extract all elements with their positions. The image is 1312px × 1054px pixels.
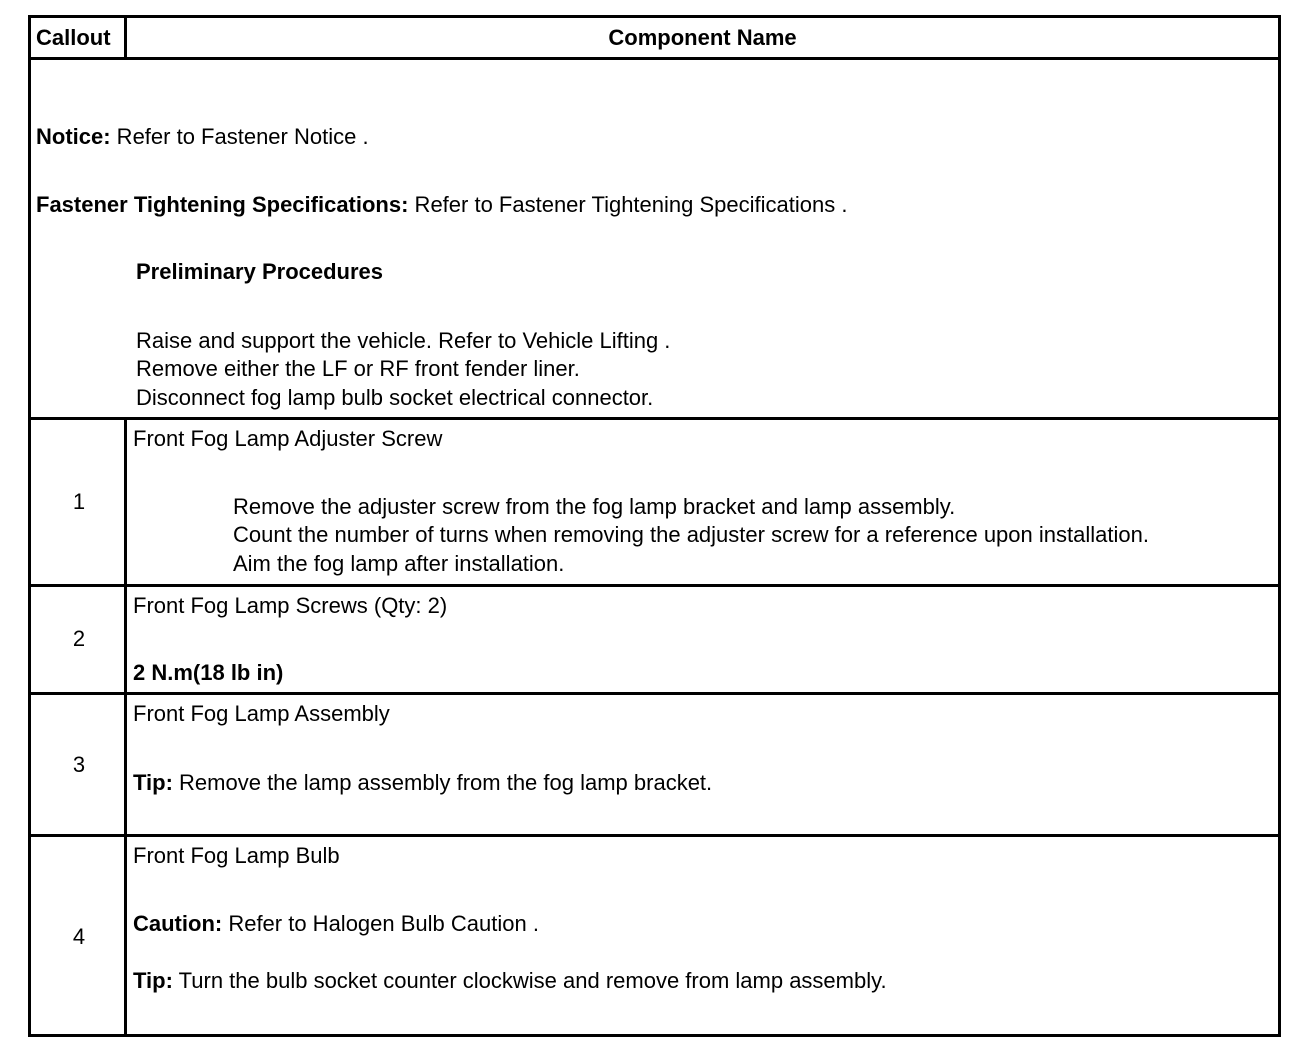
callout-number: 2 — [72, 626, 86, 651]
component-name: Front Fog Lamp Adjuster Screw — [133, 426, 443, 451]
notice-line — [36, 123, 369, 151]
table-header-row — [31, 18, 1278, 59]
step-text: Aim the fog lamp after installation. — [233, 551, 565, 576]
caution-text: Refer to Halogen Bulb Caution . — [222, 911, 539, 936]
step-text: Remove the adjuster screw from the fog lamp bracket and lamp assembly. — [233, 494, 956, 519]
callout-number: 1 — [72, 489, 86, 514]
spec-text: Refer to Fastener Tightening Specifications . — [408, 192, 848, 217]
tip-line — [133, 967, 887, 995]
component-name: Front Fog Lamp Bulb — [133, 843, 340, 868]
prelim-step: Raise and support the vehicle. Refer to Vehicle Lifting . — [136, 328, 671, 353]
table-row — [31, 834, 1278, 1034]
tip-line — [133, 769, 712, 797]
torque-spec: 2 N.m(18 lb in) — [133, 660, 284, 685]
table-row — [31, 417, 1278, 585]
callout-cell — [31, 420, 127, 585]
callout-cell — [31, 695, 127, 836]
table-row — [31, 692, 1278, 836]
caution-line — [133, 910, 539, 938]
procedure-table — [28, 15, 1281, 1037]
callout-cell — [31, 587, 127, 693]
tip-label: Tip: — [133, 770, 173, 795]
notice-text: Refer to Fastener Notice . — [110, 124, 369, 149]
prelim-title: Preliminary Procedures — [136, 259, 384, 284]
intro-row — [31, 57, 1278, 419]
tip-text: Remove the lamp assembly from the fog lamp bracket. — [172, 770, 713, 795]
step-text: Count the number of turns when removing the adjuster screw for a reference upon installation. — [233, 522, 1149, 547]
tip-text: Turn the bulb socket counter clockwise and remove from lamp assembly. — [172, 968, 887, 993]
caution-label: Caution: — [133, 911, 223, 936]
callout-cell — [31, 837, 127, 1034]
component-name: Front Fog Lamp Screws (Qty: 2) — [133, 593, 448, 618]
callout-number: 3 — [72, 752, 86, 777]
header-callout-label: Callout — [36, 25, 111, 50]
spec-label: Fastener Tightening Specifications: — [36, 192, 409, 217]
header-callout-cell — [31, 18, 127, 59]
spec-line — [36, 191, 847, 219]
prelim-step: Remove either the LF or RF front fender liner. — [136, 356, 580, 381]
tip-label: Tip: — [133, 968, 173, 993]
component-name: Front Fog Lamp Assembly — [133, 701, 390, 726]
table-row — [31, 584, 1278, 693]
callout-number: 4 — [72, 924, 86, 949]
notice-label: Notice: — [36, 124, 111, 149]
prelim-step: Disconnect fog lamp bulb socket electrical connector. — [136, 385, 654, 410]
header-component-label: Component Name — [608, 25, 797, 50]
